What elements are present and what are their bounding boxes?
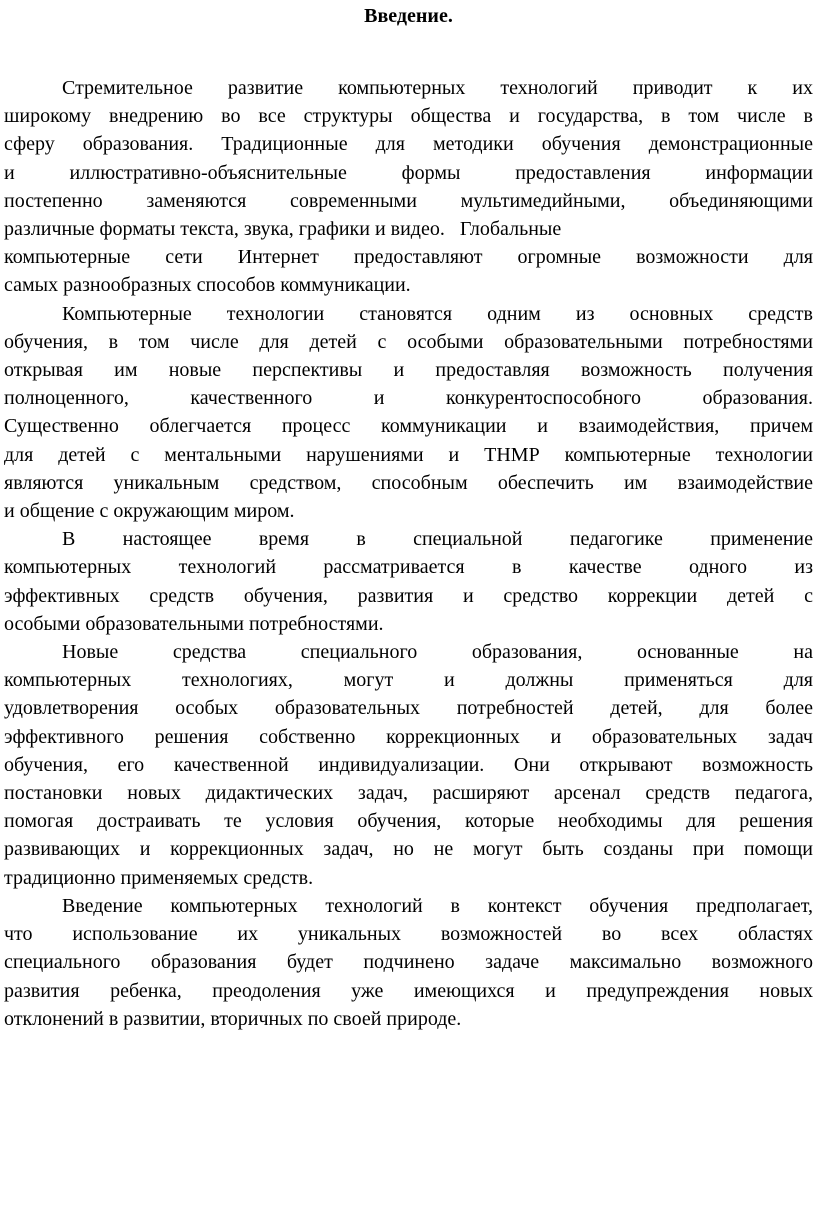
paragraph-intro (4, 74, 813, 300)
paragraph-line: традиционно применяемых средств. (4, 866, 314, 889)
paragraph-computer-tech (4, 300, 813, 526)
paragraph-line: что использование их уникальных возможностей во всех областях (4, 923, 813, 946)
paragraph-line: отклонений в развитии, вторичных по своей природе. (4, 1007, 462, 1030)
document-title: Введение. (364, 5, 453, 27)
paragraph-line: обучения, в том числе для детей с особыми образовательными потребностями (4, 330, 813, 353)
paragraph-line: Существенно облегчается процесс коммуникации и взаимодействия, причем (4, 415, 813, 438)
paragraph-line: открывая им новые перспективы и предоставляя возможность получения (4, 359, 813, 382)
paragraph-line: компьютерных технологиях, могут и должны применяться для (4, 669, 813, 692)
paragraph-line: являются уникальным средством, способным обеспечить им взаимодействие (4, 471, 813, 494)
paragraph-special-pedagogy (4, 525, 813, 638)
paragraph-line: компьютерных технологий рассматривается в качестве одного из (4, 556, 813, 579)
paragraph-line: самых разнообразных способов коммуникации. (4, 274, 411, 297)
paragraph-line: Компьютерные технологии становятся одним из основных средств (62, 302, 813, 325)
paragraph-line: развития ребенка, преодоления уже имеющихся и предупреждения новых (4, 979, 813, 1002)
paragraph-new-means (4, 638, 813, 892)
paragraph-line: эффективного решения собственно коррекционных и образовательных задач (4, 725, 813, 748)
paragraph-line: обучения, его качественной индивидуализации. Они открывают возможность (4, 753, 813, 776)
paragraph-line: широкому внедрению во все структуры общества и государства, в том числе в (4, 105, 813, 128)
paragraph-line: для детей с ментальными нарушениями и ТНМР компьютерные технологии (4, 443, 813, 466)
paragraph-line: помогая достраивать те условия обучения, которые необходимы для решения (4, 810, 813, 833)
paragraph-line: эффективных средств обучения, развития и средство коррекции детей с (4, 584, 813, 607)
paragraph-line: Новые средства специального образования, основанные на (62, 641, 813, 664)
paragraph-line: Введение компьютерных технологий в контекст обучения предполагает, (62, 894, 813, 917)
paragraph-line: развивающих и коррекционных задач, но не могут быть созданы при помощи (4, 838, 813, 861)
paragraph-line: удовлетворения особых образовательных потребностей детей, для более (4, 697, 813, 720)
paragraph-line: компьютерные сети Интернет предоставляют огромные возможности для (4, 246, 813, 269)
paragraph-line: постепенно заменяются современными мультимедийными, объединяющими (4, 189, 813, 212)
paragraph-conclusion (4, 892, 813, 1033)
paragraph-line: постановки новых дидактических задач, расширяют арсенал средств педагога, (4, 782, 813, 805)
paragraph-line: В настоящее время в специальной педагогике применение (62, 528, 813, 551)
paragraph-line: специального образования будет подчинено задаче максимально возможного (4, 951, 813, 974)
paragraph-line: Стремительное развитие компьютерных технологий приводит к их (62, 77, 813, 99)
paragraph-line: сферу образования. Традиционные для методики обучения демонстрационные (4, 133, 813, 156)
paragraph-line: и общение с окружающим миром. (4, 500, 295, 523)
paragraph-line: и иллюстративно-объяснительные формы предоставления информации (4, 161, 813, 184)
paragraph-line: особыми образовательными потребностями. (4, 612, 384, 635)
document-page (4, 0, 813, 1033)
paragraph-line: полноценного, качественного и конкурентоспособного образования. (4, 387, 813, 410)
paragraph-line: различные форматы текста, звука, графики и видео. Глобальные (4, 218, 562, 241)
title-spacer (4, 30, 813, 74)
